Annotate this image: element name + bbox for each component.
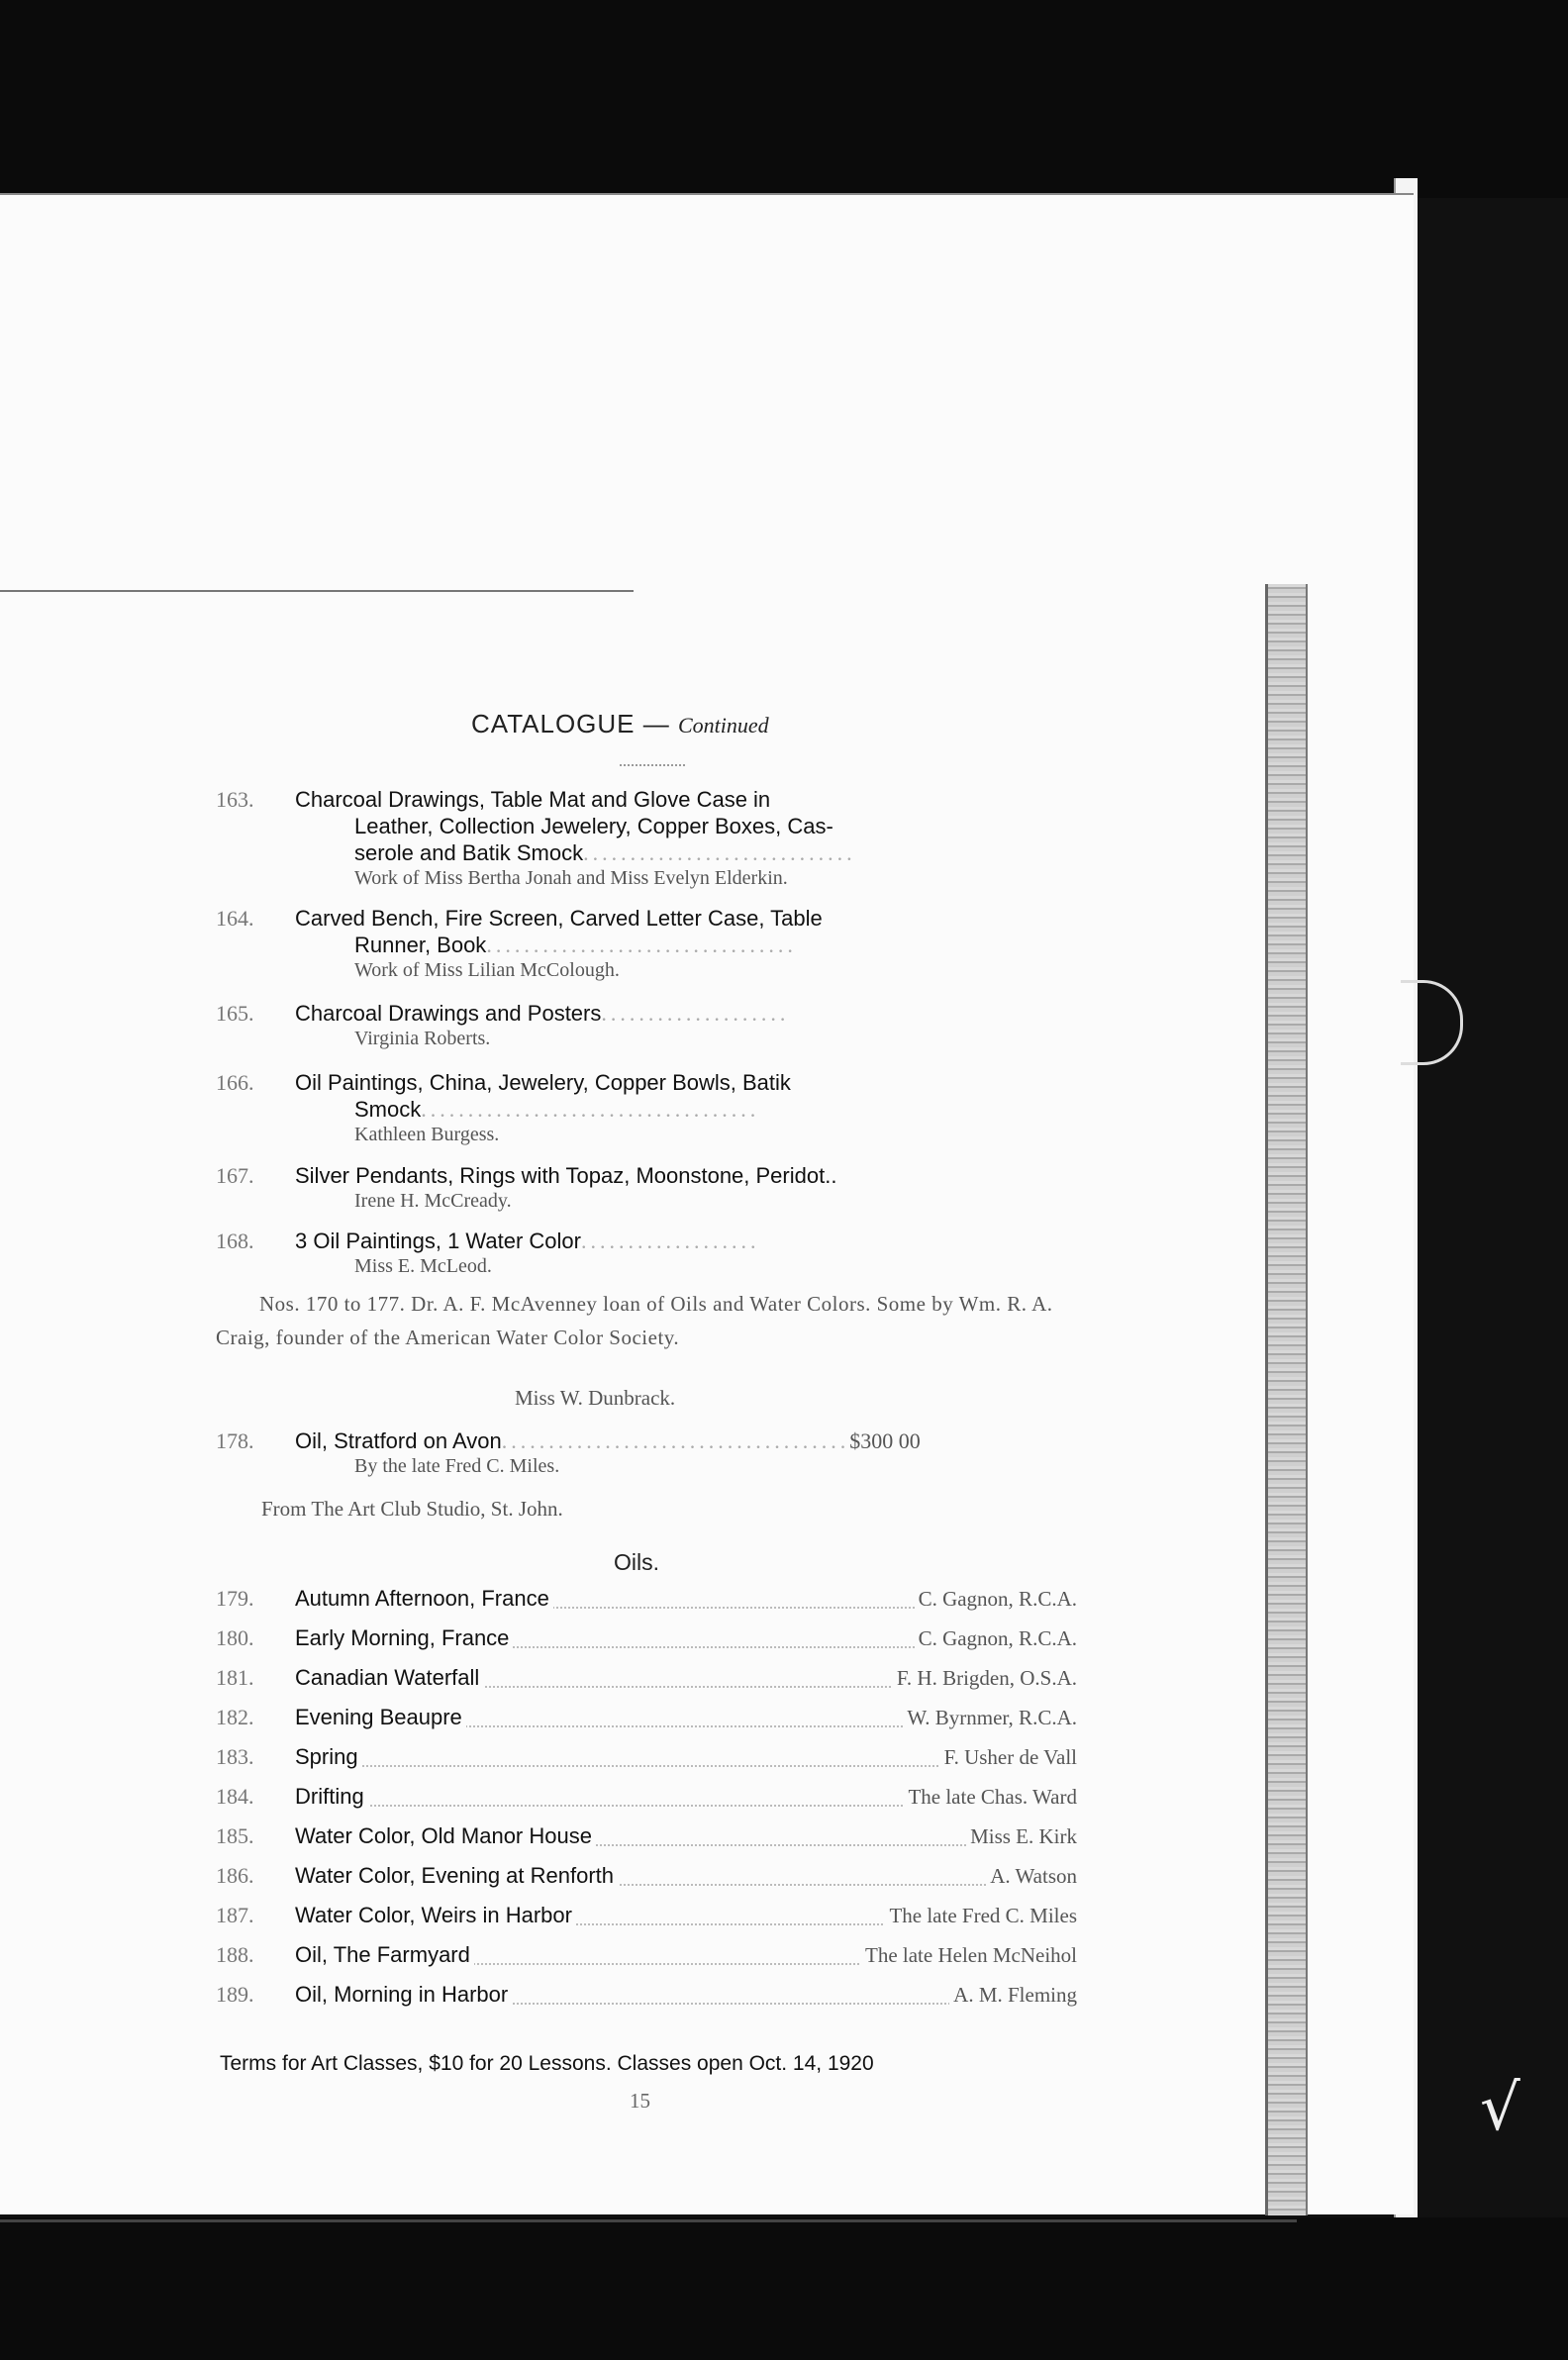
oils-heading: Oils. — [614, 1549, 659, 1575]
entry-title-line: Charcoal Drawings, Table Mat and Glove Case in — [295, 787, 771, 812]
list-item — [216, 1820, 1077, 1852]
item-title: Oil, The Farmyard — [295, 1939, 474, 1971]
item-artist: W. Byrnmer, R.C.A. — [903, 1702, 1077, 1733]
entry-number: 164. — [216, 906, 254, 931]
entry-credit: Kathleen Burgess. — [354, 1124, 500, 1145]
list-item — [216, 1900, 1077, 1931]
item-number: 188. — [216, 1942, 254, 1967]
item-artist: C. Gagnon, R.C.A. — [915, 1622, 1077, 1654]
entry-number: 165. — [216, 1001, 254, 1026]
entry-title: Oil, Stratford on Avon.....................................$300 00 — [295, 1428, 921, 1453]
list-item — [216, 1860, 1077, 1892]
entry-title — [295, 905, 1077, 958]
item-number: 179. — [216, 1586, 254, 1611]
catalogue-entry — [216, 905, 1077, 982]
entry-title-line: Oil, Stratford on Avon — [295, 1428, 502, 1453]
item-title: Water Color, Old Manor House — [295, 1820, 596, 1852]
entry-title — [295, 1069, 1077, 1123]
list-item — [216, 1662, 1077, 1694]
catalogue-header — [471, 709, 769, 739]
footer-terms: Terms for Art Classes, $10 for 20 Lessons. Classes open Oct. 14, 1920 — [220, 2052, 874, 2075]
loan-credit: Miss W. Dunbrack. — [515, 1386, 676, 1410]
entry-price: $300 00 — [849, 1428, 921, 1453]
entry-credit: Work of Miss Bertha Jonah and Miss Evelyn Elderkin. — [354, 867, 788, 889]
list-item — [216, 1939, 1077, 1971]
entry-title-line: Runner, Book................................. — [354, 933, 797, 957]
item-title: Spring — [295, 1741, 362, 1773]
entry-number: 163. — [216, 787, 254, 812]
list-item — [216, 1741, 1077, 1773]
item-title: Autumn Afternoon, France — [295, 1583, 553, 1615]
checkmark-icon: √ — [1480, 2072, 1520, 2145]
entry-title-line: serole and Batik Smock............................. — [354, 840, 856, 865]
entry-title-line: Oil Paintings, China, Jewelery, Copper Bowls, Batik — [295, 1070, 791, 1095]
item-title: Water Color, Evening at Renforth — [295, 1860, 618, 1892]
list-item — [216, 1702, 1077, 1733]
item-artist: F. H. Brigden, O.S.A. — [893, 1662, 1077, 1694]
item-title: Evening Beaupre — [295, 1702, 466, 1733]
catalogue-title: CATALOGUE — [471, 709, 636, 738]
item-artist: F. Usher de Vall — [940, 1741, 1077, 1773]
entry-title-line: Charcoal Drawings and Posters — [295, 1001, 602, 1026]
item-title: Oil, Morning in Harbor — [295, 1979, 512, 2011]
list-item — [216, 1583, 1077, 1615]
entry-number: 178. — [216, 1428, 254, 1453]
item-title: Canadian Waterfall — [295, 1662, 483, 1694]
entry-number: 168. — [216, 1229, 254, 1253]
list-item — [216, 1622, 1077, 1654]
header-continued: Continued — [677, 713, 769, 738]
catalogue-entry — [216, 1427, 1077, 1478]
item-title: Water Color, Weirs in Harbor — [295, 1900, 576, 1931]
item-title: Drifting — [295, 1781, 368, 1813]
item-number: 184. — [216, 1784, 254, 1809]
entry-credit: Miss E. McLeod. — [354, 1255, 492, 1277]
item-artist: C. Gagnon, R.C.A. — [915, 1583, 1077, 1615]
loan-paragraph: Nos. 170 to 177. Dr. A. F. McAvenney loan of Oils and Water Colors. Some by Wm. R. A. Craig, founder of the American Water Color Society. — [216, 1292, 1053, 1349]
catalogue-entry — [216, 1228, 1077, 1278]
entry-title-line: Leather, Collection Jewelery, Copper Boxes, Cas- — [354, 814, 833, 838]
item-artist: The late Chas. Ward — [904, 1781, 1077, 1813]
item-artist: The late Fred C. Miles — [885, 1900, 1077, 1931]
entry-credit: Irene H. McCready. — [354, 1190, 512, 1212]
item-number: 183. — [216, 1744, 254, 1769]
entry-title-line: Smock.................................... — [354, 1097, 760, 1122]
list-item — [216, 1781, 1077, 1813]
entry-credit: Virginia Roberts. — [354, 1028, 491, 1049]
header-dash: — — [642, 709, 670, 738]
entry-title-line: Carved Bench, Fire Screen, Carved Letter Case, Table — [295, 906, 823, 931]
item-number: 182. — [216, 1705, 254, 1729]
entry-credit: By the late Fred C. Miles. — [354, 1455, 560, 1477]
catalogue-entry — [216, 1000, 1077, 1050]
item-number: 181. — [216, 1665, 254, 1690]
header-ornament-rule — [620, 764, 685, 766]
list-item — [216, 1979, 1077, 2011]
item-artist: A. Watson — [986, 1860, 1077, 1892]
item-artist: Miss E. Kirk — [966, 1820, 1077, 1852]
entry-title-line: 3 Oil Paintings, 1 Water Color — [295, 1229, 581, 1253]
item-number: 180. — [216, 1625, 254, 1650]
item-number: 187. — [216, 1903, 254, 1927]
entry-number: 167. — [216, 1163, 254, 1188]
item-number: 186. — [216, 1863, 254, 1888]
catalogue-entry — [216, 1162, 1077, 1213]
item-number: 189. — [216, 1982, 254, 2007]
item-artist: The late Helen McNeihol — [861, 1939, 1077, 1971]
page-number: 15 — [630, 2089, 650, 2113]
studio-line: From The Art Club Studio, St. John. — [261, 1497, 563, 1521]
item-artist: A. M. Fleming — [949, 1979, 1077, 2011]
entry-credit: Work of Miss Lilian McColough. — [354, 959, 620, 981]
catalogue-entry — [216, 786, 1077, 890]
item-number: 185. — [216, 1823, 254, 1848]
item-title: Early Morning, France — [295, 1622, 513, 1654]
entry-title — [295, 786, 1077, 866]
entry-number: 166. — [216, 1070, 254, 1095]
entry-title: Charcoal Drawings and Posters.................... — [295, 1001, 790, 1026]
catalogue-entry — [216, 1069, 1077, 1146]
entry-title: Silver Pendants, Rings with Topaz, Moonstone, Peridot.. — [295, 1163, 837, 1188]
entry-title: 3 Oil Paintings, 1 Water Color................... — [295, 1229, 760, 1253]
